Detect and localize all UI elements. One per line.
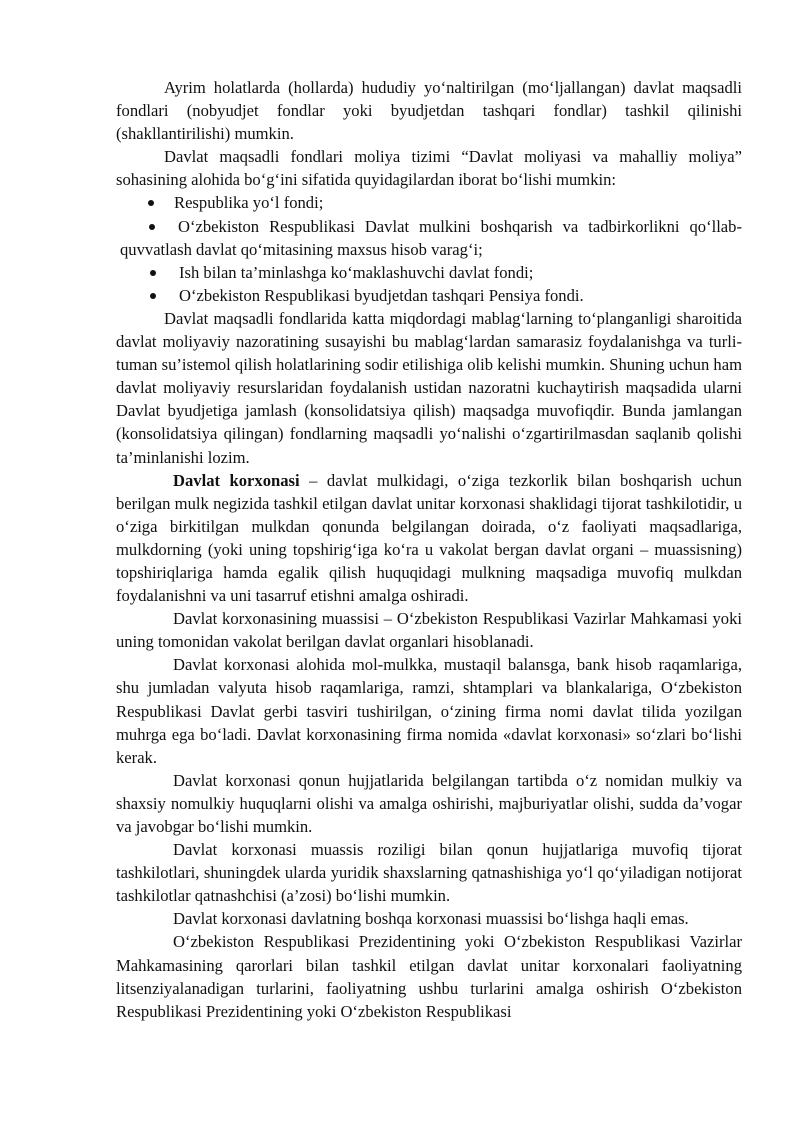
list-item [116, 215, 742, 261]
paragraph-fund-composition: Davlat maqsadli fondlari moliya tizimi “Davlat moliyasi va mahalliy moliya” sohasining alohida bo‘g‘ini sifatida quyidagilardan iborat bo‘lishi mumkin: [116, 147, 742, 190]
list-item [116, 261, 742, 284]
paragraph-rights: Davlat korxonasi qonun hujjatlarida belgilangan tartibda o‘z nomidan mulkiy va shaxsiy nomulkiy huquqlarni olishi va amalga oshirishi, majburiyatlar olishi, sudda da’vogar va javobgar bo‘lishi mumkin. [116, 770, 742, 836]
paragraph-founder: Davlat korxonasining muassisi – O‘zbekiston Respublikasi Vazirlar Mahkamasi yoki uning tomonidan vakolat berilgan davlat organlari hisoblanadi. [116, 609, 742, 652]
list-item-text: O‘zbekiston Respublikasi byudjetdan tashqari Pensiya fondi. [179, 285, 584, 305]
bullet-icon [150, 293, 156, 299]
bullet-icon [150, 270, 156, 276]
paragraph-licensing: O‘zbekiston Respublikasi Prezidentining yoki O‘zbekiston Respublikasi Vazirlar Mahkamasining qarorlari bilan tashkil etilgan davlat unitar korxonalari faoliyatning litsenziyalanadigan turlarini, faoliyatning ushbu turlarini amalga oshirish O‘zbekiston Respublikasi Prezidentining yoki O‘zbekiston Respublikasi [116, 932, 742, 1021]
paragraph-state-enterprise-definition [116, 469, 742, 608]
paragraph-regional-funds: Ayrim holatlarda (hollarda) hududiy yo‘naltirilgan (mo‘ljallangan) davlat maqsadli fondlari (nobyudjet fondlar yoki byudjetdan tashqari fondlar) tashkil qilinishi (shakllantirilishi) mumkin. [116, 78, 742, 144]
definition-text: – davlat mulkidagi, o‘ziga tezkorlik bilan boshqarish uchun berilgan mulk negizida tashkil etilgan davlat unitar korxonasi shaklidagi tijorat tashkilotidir, u o‘ziga birkitilgan mulkdan qonunda belgilangan doirada, o‘z faoliyati maqsadlariga, mulkdorning (yoki uning topshirig‘iga ko‘ra u vakolat bergan davlat organi – muassisning) topshiriqlariga hamda egalik qilish huquqidagi mulkning maqsadiga muvofiq mulkdan foydalanishni va uni tasarruf etishni amalga oshiradi. [116, 470, 742, 606]
paragraph-participation: Davlat korxonasi muassis roziligi bilan qonun hujjatlariga muvofiq tijorat tashkilotlari, shuningdek ularda yuridik shaxslarning qatnashishiga yo‘l qo‘yiladigan notijorat tashkilotlar qatnashchisi (a’zosi) bo‘lishi mumkin. [116, 840, 742, 906]
list-item-text: Ish bilan ta’minlashga ko‘maklashuvchi davlat fondi; [179, 262, 534, 282]
paragraph-restriction: Davlat korxonasi davlatning boshqa korxonasi muassisi bo‘lishga haqli emas. [173, 909, 689, 929]
term-state-enterprise: Davlat korxonasi [173, 470, 300, 490]
document-page [116, 76, 742, 1023]
paragraph-property: Davlat korxonasi alohida mol-mulkka, mustaqil balansga, bank hisob raqamlariga, shu jumladan valyuta hisob raqamlariga, ramzi, shtamplari va blankalariga, O‘zbekiston Respublikasi Davlat gerbi tasviri tushirilgan, o‘zining firma nomi davlat tilida yozilgan muhrga ega bo‘ladi. Davlat korxonasining firma nomida «davlat korxonasi» so‘zlari bo‘lishi kerak. [116, 655, 742, 767]
bullet-icon [149, 224, 155, 230]
list-item [116, 191, 742, 214]
bullet-icon [148, 200, 154, 206]
list-item-text: Respublika yo‘l fondi; [174, 193, 324, 213]
list-item [116, 284, 742, 307]
paragraph-consolidation: Davlat maqsadli fondlarida katta miqdordagi mablag‘larning to‘planganligi sharoitida davlat moliyaviy nazoratining susayishi bu mablag‘lardan samarasiz foydalanishga va turli-tuman su’istemol qilish holatlarining sodir etilishiga olib kelishi mumkin. Shuning uchun ham davlat moliyaviy resurslaridan foydalanish ustidan nazoratni kuchaytirish maqsadida ularni Davlat byudjetiga jamlash (konsolidatsiya qilish) maqsadga muvofiqdir. Bunda jamlangan (konsolidatsiya qilingan) fondlarning maqsadli yo‘nalishi o‘zgartirilmasdan saqlanib qolishi ta’minlanishi lozim. [116, 308, 742, 467]
list-item-text: O‘zbekiston Respublikasi Davlat mulkini boshqarish va tadbirkorlikni qo‘llab-quvvatlash davlat qo‘mitasining maxsus hisob varag‘i; [120, 216, 742, 259]
